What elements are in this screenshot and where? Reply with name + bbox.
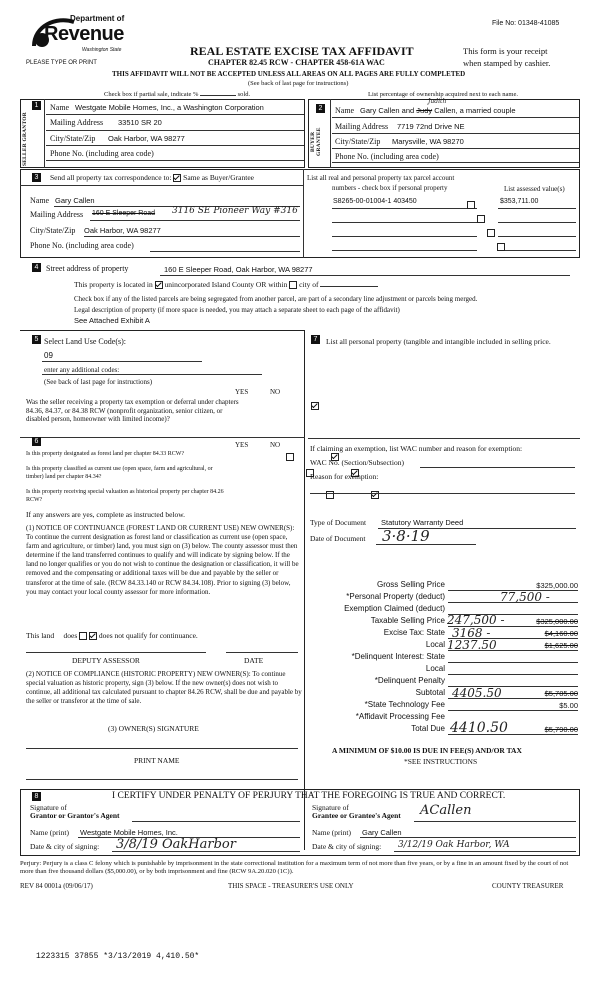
owner-signature-label: (3) OWNER(S) SIGNATURE xyxy=(108,724,199,733)
seller-mail-label: Mailing Address xyxy=(50,118,104,127)
certify-statement: I CERTIFY UNDER PENALTY OF PERJURY THAT THE FOREGOING IS TRUE AND CORRECT. xyxy=(112,791,506,801)
section-6-number: 6 xyxy=(32,437,41,446)
taxable-struck: $325,000.00 xyxy=(536,617,578,626)
grantor-date-city[interactable]: 3/8/19 OakHarbor xyxy=(116,837,236,852)
unincorporated-checkbox[interactable] xyxy=(155,281,163,289)
grantee-name[interactable]: Gary Callen xyxy=(362,828,402,837)
gross-value[interactable]: $325,000.00 xyxy=(536,581,578,590)
section6-yes-head: YES xyxy=(235,441,249,449)
parcel-4-personal-checkbox[interactable] xyxy=(497,243,505,251)
grantor-sig-label xyxy=(30,804,120,820)
seller-phone-label: Phone No. (including area code) xyxy=(50,149,154,158)
parcels-header-1: List all real and personal property tax parcel account xyxy=(307,174,455,182)
street-label: Street address of property xyxy=(46,264,129,273)
current-use-question: Is this property classified as current use (open space, farm and agricultural, or timber) land per chapter 84.34? xyxy=(26,466,213,480)
excise-local-struck: $1,625.00 xyxy=(544,641,578,650)
same-as-buyer-checkbox[interactable] xyxy=(173,174,181,182)
total-due-label: Total Due xyxy=(411,724,445,733)
doc-date-label: Date of Document xyxy=(310,534,366,543)
affidavit-fee-label: *Affidavit Processing Fee xyxy=(355,712,445,721)
grantor-name[interactable]: Westgate Mobile Homes, Inc. xyxy=(80,828,178,837)
excise-local-hand[interactable]: 1237.50 xyxy=(447,638,497,652)
this-land-label: This land xyxy=(26,631,55,640)
section-1-number: 1 xyxy=(32,101,41,110)
minimum-due: A MINIMUM OF $10.00 IS DUE IN FEE(S) AND/OR TAX xyxy=(332,746,522,755)
doc-type[interactable]: Statutory Warranty Deed xyxy=(381,518,464,527)
property-street[interactable]: 160 E Sleeper Road, Oak Harbor, WA 98277 xyxy=(164,265,313,274)
notice-compliance: (2) NOTICE OF COMPLIANCE (HISTORIC PROPERTY) NEW OWNER(S): To continue special valuation as historic property, sign (3) below. If the new owner(s) does not wish to continue, all additional tax calculated pursuant to chapter 84.26 RCW, shall be due and payable by the seller or transferor at the time of sale. xyxy=(26,670,302,706)
buyer-mail[interactable]: 7719 72nd Drive NE xyxy=(397,122,465,131)
print-instruction: PLEASE TYPE OR PRINT xyxy=(26,60,97,66)
seller-city[interactable]: Oak Harbor, WA 98277 xyxy=(108,134,185,143)
doc-date[interactable]: 3·8·19 xyxy=(382,527,430,545)
corr-name-label: Name xyxy=(30,196,50,205)
forest-land-question: Is this property designated as forest land per chapter 84.33 RCW? xyxy=(26,451,185,457)
taxable-hand[interactable]: 247,500 - xyxy=(447,613,505,627)
corr-city[interactable]: Oak Harbor, WA 98277 xyxy=(84,226,161,235)
total-due-hand[interactable]: 4410.50 xyxy=(450,720,508,736)
legal-description[interactable]: See Attached Exhibit A xyxy=(74,316,150,325)
personal-property-label: List all personal property (tangible and intangible included in selling price. xyxy=(326,337,551,346)
form-chapter: CHAPTER 82.45 RCW - CHAPTER 458-61A WAC xyxy=(208,58,385,67)
total-due-struck: $5,790.00 xyxy=(544,725,578,734)
file-number: File No: 01348-41085 xyxy=(492,20,560,27)
seller-city-label: City/State/Zip xyxy=(50,134,96,143)
exemption-claim-label: If claiming an exemption, list WAC number and reason for exemption: xyxy=(310,444,523,453)
street-row xyxy=(46,264,128,273)
revenue-logo xyxy=(30,12,140,60)
grantee-signature[interactable]: ACallen xyxy=(420,803,472,818)
rev-number: REV 84 0001a (09/06/17) xyxy=(20,882,93,890)
does-not-qualify-checkbox[interactable] xyxy=(89,632,97,640)
located-county: unincorporated Island County OR within xyxy=(164,280,288,289)
buyer-phone-label: Phone No. (including area code) xyxy=(335,152,439,161)
city-of-checkbox[interactable] xyxy=(289,281,297,289)
deputy-date-label: DATE xyxy=(244,656,264,665)
land-use-label: Select Land Use Code(s): xyxy=(44,337,126,346)
excise-state-struck: $4,160.00 xyxy=(544,629,578,638)
city-of-label: city of xyxy=(299,280,319,289)
partial-sale-sold: sold. xyxy=(237,91,251,98)
print-name-label: PRINT NAME xyxy=(134,756,180,765)
buyer-name-insert: Judith xyxy=(428,98,447,105)
receipt-note-2: when stamped by cashier. xyxy=(463,58,551,68)
if-yes-note: If any answers are yes, complete as instructed below. xyxy=(26,510,186,519)
land-use-code[interactable]: 09 xyxy=(44,351,53,360)
corr-mail-label: Mailing Address xyxy=(30,210,84,219)
corr-phone-label: Phone No. (including area code) xyxy=(30,241,134,250)
grantor-name-label: Name (print) xyxy=(30,828,69,837)
grantee-date-city[interactable]: 3/12/19 Oak Harbor, WA xyxy=(398,840,510,850)
seller-side-label: SELLER GRANTOR xyxy=(22,112,28,166)
buyer-name-first: Gary Callen and xyxy=(360,106,415,115)
exemption-question: Was the seller receiving a property tax exemption or deferral under chapters 84.36, 84.37, or 84.38 RCW (nonprofit organization, senior citizen, or disabled person, homeowner with limited income)? xyxy=(26,398,239,424)
taxable-label: Taxable Selling Price xyxy=(370,616,445,625)
personal-deduct-hand[interactable]: 77,500 - xyxy=(500,590,550,604)
correspondence-label: Send all property tax correspondence to: xyxy=(50,173,172,182)
notice-continuance: (1) NOTICE OF CONTINUANCE (FOREST LAND OR CURRENT USE) NEW OWNER(S): To continue the current designation as forest land or classification as current use (open space, farm and agriculture, or timber) land, you must sign on (3) below. The county assessor must then determine if the land transferred continues to qualify and will indicate by signing below. If the land no longer qualifies or you do not wish to continue the designation or classification, it will be removed and the compensating or additional taxes will be due and payable by the seller or transferor at the time of sale. (RCW 84.33.140 or RCW 84.34.108). Prior to signing (3) below, you may contact your local county assessor for more information. xyxy=(26,524,299,596)
section-8-number: 8 xyxy=(32,792,41,801)
deputy-assessor-label: DEPUTY ASSESSOR xyxy=(72,656,140,665)
correspondence-row xyxy=(50,173,254,182)
buyer-name-struck: Judy xyxy=(416,106,433,115)
logo-dept: Department of xyxy=(70,14,125,23)
seller-name[interactable]: Westgate Mobile Homes, Inc., a Washington Corporation xyxy=(75,103,264,112)
qualify-row xyxy=(26,631,198,640)
personal-deduct-label: *Personal Property (deduct) xyxy=(346,592,445,601)
excise-state-label: Excise Tax: State xyxy=(383,628,445,637)
exemption-deduct-label: Exemption Claimed (deduct) xyxy=(344,604,445,613)
located-row xyxy=(74,280,378,289)
delinquent-local-label: Local xyxy=(425,664,445,673)
reason-label: Reason for exemption: xyxy=(310,472,379,481)
doc-type-label: Type of Document xyxy=(310,518,367,527)
subtotal-hand[interactable]: 4405.50 xyxy=(452,686,502,700)
buyer-mail-label: Mailing Address xyxy=(335,122,389,131)
fee-lines xyxy=(448,590,578,734)
grantee-date-label: Date & city of signing: xyxy=(312,842,382,851)
delinquent-state-label: *Delinquent Interest: State xyxy=(351,652,445,661)
does-not-label: does not qualify for continuance. xyxy=(98,631,198,640)
treasurer-only: THIS SPACE - TREASURER'S USE ONLY xyxy=(228,882,354,890)
same-as-buyer-label: Same as Buyer/Grantee xyxy=(183,173,254,182)
corr-name[interactable]: Gary Callen xyxy=(55,196,95,205)
assessed-value-1[interactable]: $353,711.00 xyxy=(500,198,539,205)
grantee-sig-label xyxy=(312,804,401,820)
subtotal-label: Subtotal xyxy=(415,688,445,697)
receipt-stamp: 1223315 37855 *3/13/2019 4,410.50* xyxy=(36,952,200,961)
see-back-note: (See back of last page for instructions) xyxy=(248,80,349,87)
does-qualify-checkbox[interactable] xyxy=(79,632,87,640)
section6-no-head: NO xyxy=(270,441,281,449)
exemption-no-checkbox[interactable] xyxy=(311,402,319,410)
grantor-date-label: Date & city of signing: xyxy=(30,842,100,851)
county-treasurer: COUNTY TREASURER xyxy=(492,882,564,890)
excise-state-hand[interactable]: 3168 - xyxy=(452,626,491,640)
delinquent-penalty-label: *Delinquent Penalty xyxy=(374,676,445,685)
tech-fee-label: *State Technology Fee xyxy=(364,700,445,709)
tech-fee-value[interactable]: $5.00 xyxy=(559,701,578,710)
section-5-number: 5 xyxy=(32,335,41,344)
receipt-note-1: This form is your receipt xyxy=(463,46,548,56)
parcel-1[interactable]: S8265-00-01004-1 403450 xyxy=(333,198,417,205)
corr-mail-struck: 160 E Sleeper Road xyxy=(92,210,156,217)
historic-question: Is this property receiving special valuation as historical property per chapter 84.26 RCW? xyxy=(26,489,224,503)
wac-label: WAC No. (Section/Subsection) xyxy=(310,458,404,467)
located-label: This property is located in xyxy=(74,280,153,289)
parcel-3-personal-checkbox[interactable] xyxy=(487,229,495,237)
exemption-yes-head: YES xyxy=(235,388,249,396)
grantee-name-label: Name (print) xyxy=(312,828,351,837)
partial-sale-row xyxy=(104,91,250,98)
segregated-note: Check box if any of the listed parcels are being segregated from another parcel, are part of a secondary line adjustment or parcels being merged. xyxy=(74,295,478,303)
buyer-city-label: City/State/Zip xyxy=(335,137,381,146)
section-7-number: 7 xyxy=(311,335,320,344)
perjury-note: Perjury: Perjury is a class C felony which is punishable by imprisonment in the state correctional institution for a maximum term of not more than five years, or by a fine in an amount fixed by the court of not more than five thousand dollars ($5,000.00), or by both imprisonment and fine (RCW 9A.20.020 (1C)). xyxy=(20,860,569,876)
parcels-header-2: numbers - check box if personal property xyxy=(332,184,448,192)
see-instructions: *SEE INSTRUCTIONS xyxy=(404,757,478,766)
grantor-sig-label-2: Grantor or Grantor's Agent xyxy=(30,811,120,820)
buyer-name-rest: Callen, a married couple xyxy=(434,106,516,115)
buyer-name-label: Name xyxy=(335,106,355,115)
gross-label: Gross Selling Price xyxy=(376,580,445,589)
parcel-1-personal-checkbox[interactable] xyxy=(467,201,475,209)
section-3-number: 3 xyxy=(32,173,41,182)
section-4-number: 4 xyxy=(32,263,41,272)
seller-name-label: Name xyxy=(50,103,70,112)
subtotal-struck: $5,785.00 xyxy=(544,689,578,698)
grantee-sig-label-1: Signature of xyxy=(312,803,349,812)
legal-note: Legal description of property (if more space is needed, you may attach a separate sheet to each page of the affidavit) xyxy=(74,306,400,314)
buyer-city[interactable]: Marysville, WA 98270 xyxy=(392,137,464,146)
section-2-number: 2 xyxy=(316,104,325,113)
grantor-sig-label-1: Signature of xyxy=(30,803,67,812)
does-label: does xyxy=(63,631,78,640)
excise-local-label: Local xyxy=(425,640,445,649)
corr-city-label: City/State/Zip xyxy=(30,226,76,235)
form-title: REAL ESTATE EXCISE TAX AFFIDAVIT xyxy=(190,44,414,58)
logo-word: Revenue xyxy=(44,23,124,45)
warning-line: THIS AFFIDAVIT WILL NOT BE ACCEPTED UNLESS ALL AREAS ON ALL PAGES ARE FULLY COMPLETED xyxy=(112,70,466,78)
assessed-header: List assessed value(s) xyxy=(504,185,565,193)
buyer-side-label: BUYER GRANTEE xyxy=(310,127,322,157)
parcel-2-personal-checkbox[interactable] xyxy=(477,215,485,223)
additional-codes-label: enter any additional codes: xyxy=(44,366,120,374)
seller-mail[interactable]: 33510 SR 20 xyxy=(118,118,162,127)
logo-state: Washington State xyxy=(82,47,122,53)
ownership-note: List percentage of ownership acquired next to each name. xyxy=(368,91,518,98)
exemption-no-head: NO xyxy=(270,388,281,396)
land-use-see-back: (See back of last page for instructions) xyxy=(44,378,153,386)
forest-yes-checkbox[interactable] xyxy=(286,453,294,461)
grantee-sig-label-2: Grantee or Grantee's Agent xyxy=(312,811,401,820)
partial-sale-label: Check box if partial sale, indicate % xyxy=(104,91,199,98)
buyer-name[interactable] xyxy=(360,106,516,115)
corr-mail-handwritten[interactable]: 3116 SE Pioneer Way #316 xyxy=(172,206,298,216)
